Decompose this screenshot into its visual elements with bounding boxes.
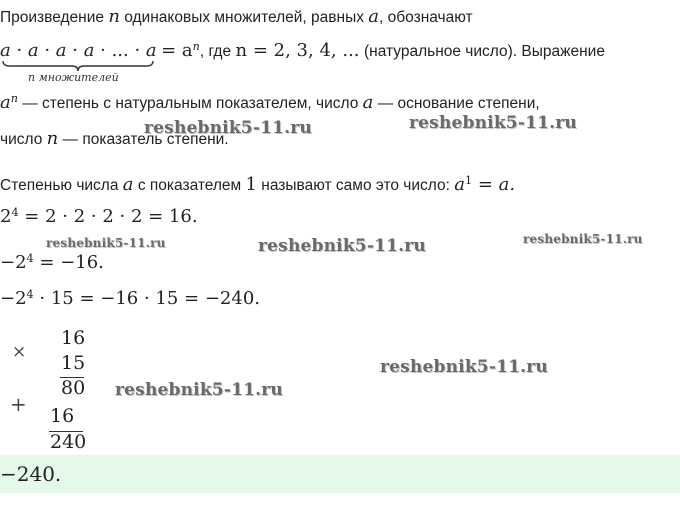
text-fragment: Степенью числа <box>0 177 119 194</box>
equation-1 <box>0 206 198 227</box>
a-power-n <box>0 92 18 113</box>
var-a: a <box>0 92 11 113</box>
equals-a: = a. <box>477 174 516 195</box>
equation-rest: = −16. <box>39 252 104 273</box>
watermark: reshebnik5-11.ru <box>523 232 643 246</box>
definition-line-2 <box>0 40 605 61</box>
text-fragment: число <box>0 131 43 148</box>
base: −2 <box>0 288 27 309</box>
equation-3 <box>0 288 260 309</box>
watermark: reshebnik5-11.ru <box>258 236 426 256</box>
watermark: reshebnik5-11.ru <box>380 357 548 377</box>
equation-rest: · 15 = −16 · 15 = −240. <box>39 288 261 309</box>
base: −2 <box>0 252 27 273</box>
equation-rest: = 2 · 2 · 2 · 2 = 16. <box>24 206 198 227</box>
var-a: a <box>454 174 465 195</box>
number-one: 1 <box>245 174 257 195</box>
a-power-one <box>454 174 515 195</box>
var-a: a <box>122 174 134 195</box>
text-fragment: , обозначают <box>379 9 473 26</box>
exponent-one: 1 <box>464 173 473 187</box>
text-fragment: , где <box>199 43 232 60</box>
brace-note: n множителей <box>28 71 119 84</box>
power-expression <box>161 40 200 61</box>
text-fragment: — основание степени, <box>377 95 540 112</box>
text-fragment: Произведение <box>0 9 104 26</box>
var-a: a <box>362 92 374 113</box>
var-n: n <box>46 128 59 149</box>
answer-band <box>0 455 680 493</box>
text-fragment: (натуральное число). Выражение <box>363 43 605 60</box>
base: 2 <box>0 206 12 227</box>
equation-2 <box>0 252 104 273</box>
watermark: reshebnik5-11.ru <box>115 380 283 400</box>
exponent: 4 <box>26 251 34 265</box>
watermark: reshebnik5-11.ru <box>409 113 577 133</box>
exponent: 4 <box>11 205 19 219</box>
watermark: reshebnik5-11.ru <box>46 236 166 250</box>
partial-product-2: 16 <box>50 405 75 427</box>
var-n: n <box>108 6 120 27</box>
text-fragment: — показатель степени. <box>62 131 229 148</box>
exponent: 4 <box>26 287 34 301</box>
multiplicand: 16 <box>61 327 86 349</box>
exponent-n: n <box>192 39 200 53</box>
product-result: 240 <box>50 431 87 453</box>
exponent-n: n <box>10 91 18 105</box>
text-fragment: с показателем <box>137 177 242 194</box>
answer-value: −240. <box>0 462 62 486</box>
var-a: a <box>368 6 380 27</box>
text-fragment: одинаковых множителей, равных <box>124 9 364 26</box>
n-values: n = 2, 3, 4, ... <box>235 40 360 61</box>
partial-product-1: 80 <box>61 377 86 399</box>
definition-line-3 <box>0 92 540 113</box>
equals-a: = a <box>161 40 193 61</box>
product-expression: a · a · a · a · ... · a <box>0 40 157 61</box>
definition-line-5 <box>0 174 515 195</box>
definition-line-1 <box>0 6 473 27</box>
text-fragment: — степень с натуральным показателем, число <box>22 95 359 112</box>
plus-sign: + <box>10 392 27 416</box>
multiplier: 15 <box>61 352 86 374</box>
text-fragment: называют само это число: <box>261 177 450 194</box>
times-sign: × <box>12 342 27 362</box>
watermark: reshebnik5-11.ru <box>144 118 312 138</box>
